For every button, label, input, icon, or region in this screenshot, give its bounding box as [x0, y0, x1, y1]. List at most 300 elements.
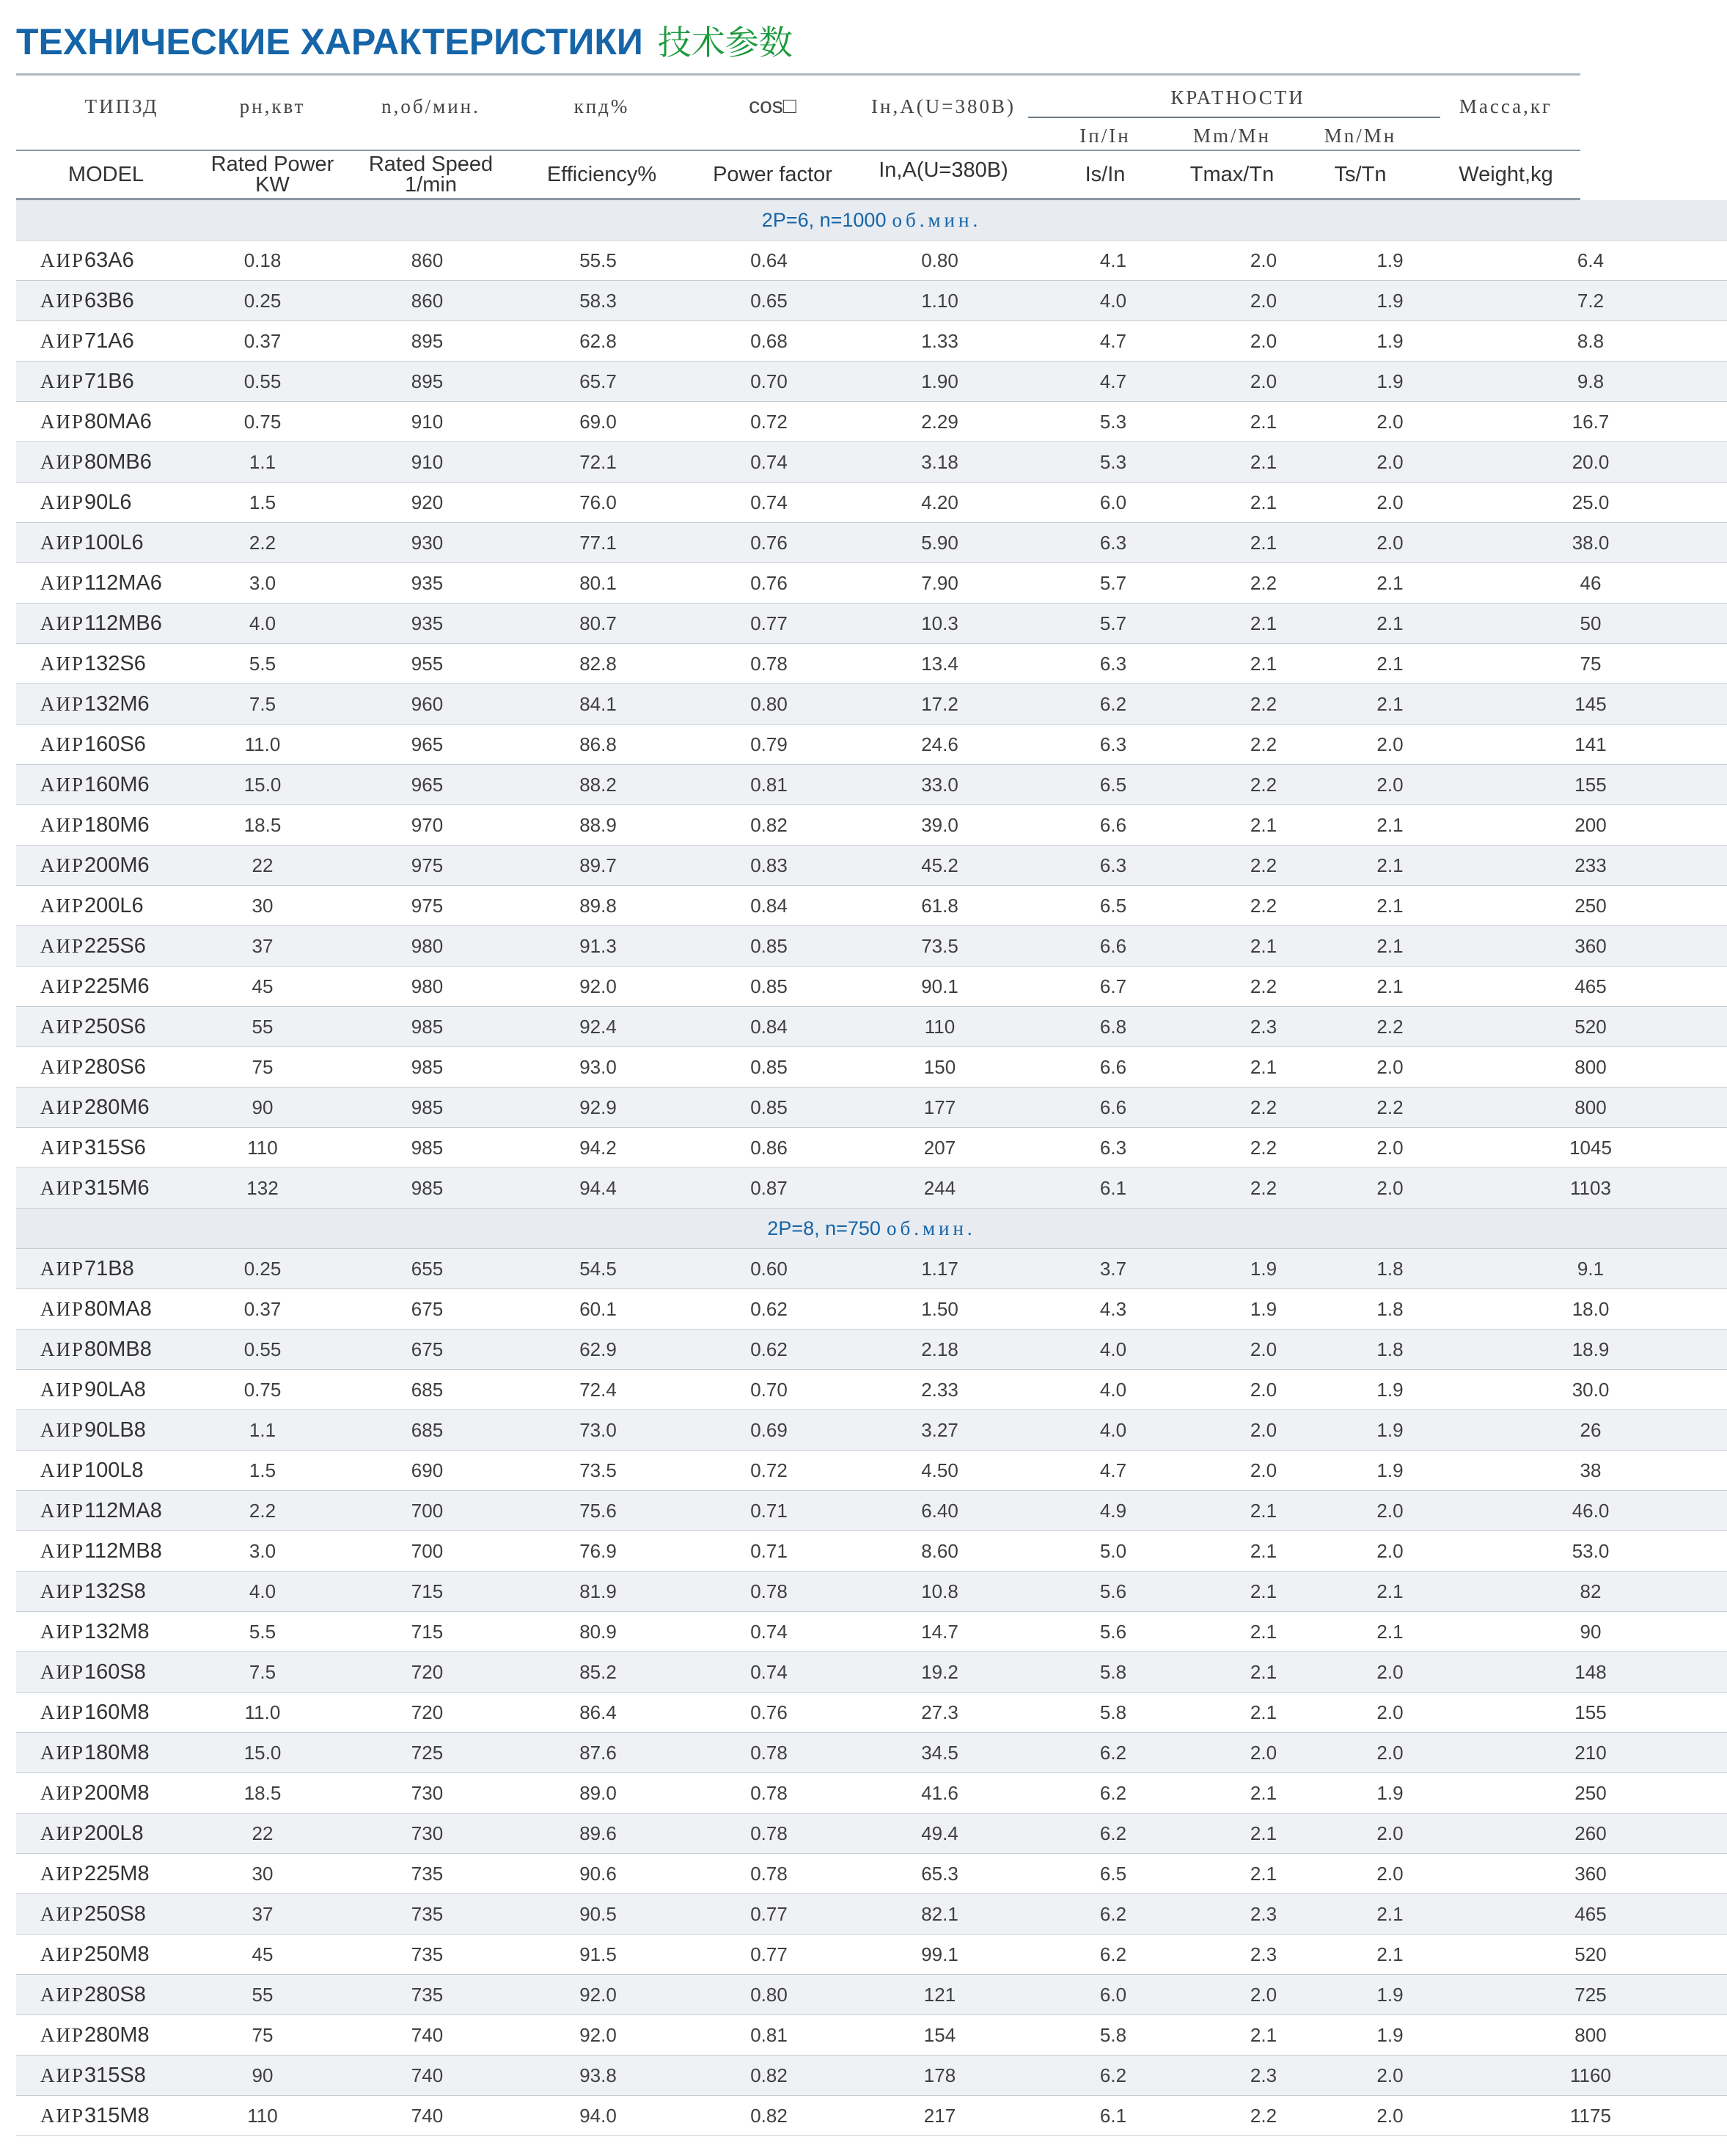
table-row [16, 1491, 1727, 1531]
model-prefix: АИР [40, 692, 85, 715]
cell-model [16, 1330, 183, 1370]
cell-efficiency: 76.9 [513, 1531, 683, 1572]
cell-is-in: 6.7 [1025, 967, 1201, 1007]
cell-model [16, 281, 183, 321]
model-code: 160M8 [84, 1700, 150, 1724]
header-en-current: In,A(U=380B) [879, 158, 1008, 182]
cell-model [16, 523, 183, 563]
cell-is-in: 4.3 [1025, 1289, 1201, 1330]
table-row [16, 1693, 1727, 1733]
table-row [16, 321, 1727, 362]
cell-speed: 740 [342, 2056, 513, 2096]
table-row [16, 2056, 1727, 2096]
cell-speed: 935 [342, 563, 513, 604]
cell-ts-tn: 2.0 [1326, 1128, 1454, 1168]
cell-power: 2.2 [183, 523, 342, 563]
model-prefix: АИР [40, 1983, 85, 2006]
cell-is-in: 4.7 [1025, 321, 1201, 362]
header-ru-pf: cos□ [749, 94, 796, 118]
cell-power: 55 [183, 1007, 342, 1047]
cell-power: 18.5 [183, 1773, 342, 1814]
cell-power-factor: 0.80 [683, 684, 854, 725]
cell-speed: 980 [342, 926, 513, 967]
model-prefix: АИР [40, 329, 85, 352]
cell-power-factor: 0.78 [683, 1814, 854, 1854]
cell-current: 2.18 [854, 1330, 1025, 1370]
cell-model [16, 1652, 183, 1693]
cell-weight: 30.0 [1454, 1370, 1727, 1410]
cell-current: 2.33 [854, 1370, 1025, 1410]
cell-ts-tn: 1.8 [1326, 1330, 1454, 1370]
model-code: 112MA6 [84, 571, 162, 595]
model-prefix: АИР [40, 1862, 85, 1885]
cell-power: 11.0 [183, 1693, 342, 1733]
cell-is-in: 4.0 [1025, 1370, 1201, 1410]
model-prefix: АИР [40, 773, 85, 796]
cell-ts-tn: 2.0 [1326, 1814, 1454, 1854]
table-row [16, 604, 1727, 644]
model-code: 132M8 [84, 1619, 150, 1643]
cell-speed: 985 [342, 1168, 513, 1209]
cell-tmax-tn: 2.0 [1201, 1451, 1326, 1491]
cell-model [16, 1773, 183, 1814]
model-code: 280M6 [84, 1095, 150, 1119]
cell-speed: 730 [342, 1814, 513, 1854]
cell-current: 178 [854, 2056, 1025, 2096]
cell-power-factor: 0.78 [683, 1854, 854, 1894]
cell-current: 45.2 [854, 846, 1025, 886]
cell-speed: 955 [342, 644, 513, 684]
cell-tmax-tn: 2.1 [1201, 1531, 1326, 1572]
cell-weight: 50 [1454, 604, 1727, 644]
cell-model [16, 1088, 183, 1128]
cell-power: 55 [183, 1975, 342, 2015]
cell-power-factor: 0.77 [683, 1894, 854, 1935]
cell-weight: 1103 [1454, 1168, 1727, 1209]
cell-current: 4.50 [854, 1451, 1025, 1491]
model-code: 160S8 [84, 1660, 146, 1684]
cell-current: 19.2 [854, 1652, 1025, 1693]
cell-power: 0.55 [183, 362, 342, 402]
cell-power: 1.5 [183, 1451, 342, 1491]
cell-model [16, 1410, 183, 1451]
cell-ts-tn: 2.1 [1326, 846, 1454, 886]
model-prefix: АИР [40, 1096, 85, 1118]
cell-is-in: 4.1 [1025, 241, 1201, 281]
cell-power: 0.37 [183, 1289, 342, 1330]
cell-ts-tn: 1.8 [1326, 1249, 1454, 1289]
cell-tmax-tn: 2.0 [1201, 1410, 1326, 1451]
header-en-pf: Power factor [713, 162, 832, 186]
cell-current: 1.50 [854, 1289, 1025, 1330]
cell-power: 1.5 [183, 483, 342, 523]
cell-power-factor: 0.84 [683, 886, 854, 926]
cell-is-in: 6.2 [1025, 1773, 1201, 1814]
model-code: 112MB8 [84, 1539, 162, 1563]
model-code: 112MB6 [84, 611, 162, 635]
cell-current: 3.18 [854, 442, 1025, 483]
cell-tmax-tn: 2.0 [1201, 1975, 1326, 2015]
header-en-model: MODEL [67, 162, 144, 186]
cell-power: 0.55 [183, 1330, 342, 1370]
cell-efficiency: 85.2 [513, 1652, 683, 1693]
table-row [16, 1975, 1727, 2015]
cell-ts-tn: 2.1 [1326, 684, 1454, 725]
cell-power-factor: 0.72 [683, 402, 854, 442]
cell-tmax-tn: 2.0 [1201, 1370, 1326, 1410]
cell-power: 30 [183, 1854, 342, 1894]
cell-tmax-tn: 2.3 [1201, 2056, 1326, 2096]
cell-speed: 675 [342, 1289, 513, 1330]
cell-tmax-tn: 2.1 [1201, 483, 1326, 523]
model-code: 90L6 [84, 490, 132, 514]
cell-is-in: 6.8 [1025, 1007, 1201, 1047]
cell-ts-tn: 2.0 [1326, 1531, 1454, 1572]
cell-power: 1.1 [183, 1410, 342, 1451]
cell-tmax-tn: 2.2 [1201, 846, 1326, 886]
cell-current: 99.1 [854, 1935, 1025, 1975]
header-en-speed-line1: Rated Speed [368, 152, 494, 176]
cell-weight: 53.0 [1454, 1531, 1727, 1572]
cell-tmax-tn: 2.1 [1201, 1693, 1326, 1733]
model-prefix: АИР [40, 1620, 85, 1643]
cell-tmax-tn: 2.1 [1201, 402, 1326, 442]
cell-speed: 985 [342, 1047, 513, 1088]
header-ru-speed: n,об/мин. [381, 95, 480, 117]
cell-speed: 920 [342, 483, 513, 523]
cell-power-factor: 0.78 [683, 644, 854, 684]
cell-model [16, 2015, 183, 2056]
cell-model [16, 1491, 183, 1531]
cell-ts-tn: 2.0 [1326, 1491, 1454, 1531]
table-row [16, 1128, 1727, 1168]
cell-tmax-tn: 2.0 [1201, 241, 1326, 281]
cell-power-factor: 0.81 [683, 2015, 854, 2056]
cell-power-factor: 0.70 [683, 1370, 854, 1410]
section-header [16, 200, 1727, 241]
cell-tmax-tn: 2.2 [1201, 967, 1326, 1007]
cell-weight: 16.7 [1454, 402, 1727, 442]
cell-speed: 685 [342, 1410, 513, 1451]
cell-power: 7.5 [183, 1652, 342, 1693]
cell-power-factor: 0.74 [683, 1612, 854, 1652]
cell-power-factor: 0.82 [683, 805, 854, 846]
cell-power: 90 [183, 2056, 342, 2096]
cell-is-in: 6.3 [1025, 725, 1201, 765]
cell-current: 154 [854, 2015, 1025, 2056]
cell-ts-tn: 2.1 [1326, 644, 1454, 684]
model-code: 160S6 [84, 732, 146, 756]
cell-is-in: 5.8 [1025, 1652, 1201, 1693]
cell-current: 73.5 [854, 926, 1025, 967]
header-ru-model: ТИПЗД [84, 95, 159, 117]
table-row [16, 281, 1727, 321]
model-code: 71B8 [84, 1256, 134, 1280]
cell-tmax-tn: 2.1 [1201, 1773, 1326, 1814]
cell-power-factor: 0.74 [683, 483, 854, 523]
cell-current: 8.60 [854, 1531, 1025, 1572]
model-prefix: АИР [40, 1943, 85, 1965]
cell-speed: 725 [342, 1733, 513, 1773]
table-row [16, 1773, 1727, 1814]
table-row [16, 241, 1727, 281]
cell-speed: 720 [342, 1652, 513, 1693]
cell-power: 2.2 [183, 1491, 342, 1531]
cell-efficiency: 91.5 [513, 1935, 683, 1975]
cell-ts-tn: 2.0 [1326, 442, 1454, 483]
cell-efficiency: 73.5 [513, 1451, 683, 1491]
model-prefix: АИР [40, 1459, 85, 1481]
cell-is-in: 6.2 [1025, 1894, 1201, 1935]
header-ru-is-in: Iп/Iн [1079, 125, 1131, 147]
cell-is-in: 6.5 [1025, 765, 1201, 805]
cell-speed: 935 [342, 604, 513, 644]
cell-model [16, 1168, 183, 1209]
table-row [16, 1289, 1727, 1330]
model-prefix: АИР [40, 571, 85, 594]
cell-is-in: 6.2 [1025, 2056, 1201, 2096]
cell-speed: 675 [342, 1330, 513, 1370]
model-code: 200M6 [84, 853, 150, 877]
cell-tmax-tn: 2.2 [1201, 765, 1326, 805]
cell-weight: 520 [1454, 1007, 1727, 1047]
cell-power: 30 [183, 886, 342, 926]
cell-power: 45 [183, 1935, 342, 1975]
header-en-tmax: Tmax/Tn [1189, 162, 1275, 186]
cell-model [16, 1531, 183, 1572]
cell-tmax-tn: 2.1 [1201, 1612, 1326, 1652]
model-code: 71B6 [84, 369, 134, 393]
cell-tmax-tn: 2.1 [1201, 644, 1326, 684]
cell-ts-tn: 1.9 [1326, 1370, 1454, 1410]
cell-efficiency: 90.5 [513, 1894, 683, 1935]
cell-efficiency: 92.0 [513, 967, 683, 1007]
cell-efficiency: 93.0 [513, 1047, 683, 1088]
cell-power-factor: 0.76 [683, 563, 854, 604]
cell-is-in: 6.0 [1025, 483, 1201, 523]
cell-current: 110 [854, 1007, 1025, 1047]
cell-tmax-tn: 2.2 [1201, 1128, 1326, 1168]
cell-power: 0.75 [183, 1370, 342, 1410]
cell-weight: 18.0 [1454, 1289, 1727, 1330]
cell-tmax-tn: 2.1 [1201, 1854, 1326, 1894]
cell-current: 244 [854, 1168, 1025, 1209]
cell-power-factor: 0.65 [683, 281, 854, 321]
cell-tmax-tn: 2.2 [1201, 725, 1326, 765]
model-prefix: АИР [40, 249, 85, 271]
cell-is-in: 5.0 [1025, 1531, 1201, 1572]
title-cn: 技术参数 [657, 23, 793, 62]
cell-power-factor: 0.80 [683, 1975, 854, 2015]
cell-power-factor: 0.74 [683, 442, 854, 483]
cell-current: 14.7 [854, 1612, 1025, 1652]
cell-tmax-tn: 2.0 [1201, 1330, 1326, 1370]
cell-model [16, 1007, 183, 1047]
cell-tmax-tn: 2.2 [1201, 1168, 1326, 1209]
cell-ts-tn: 2.2 [1326, 1088, 1454, 1128]
cell-tmax-tn: 2.0 [1201, 1733, 1326, 1773]
table-row [16, 846, 1727, 886]
cell-power-factor: 0.74 [683, 1652, 854, 1693]
table-row [16, 805, 1727, 846]
cell-speed: 735 [342, 1894, 513, 1935]
header-ru-power: рн,квт [239, 95, 306, 117]
cell-power-factor: 0.64 [683, 241, 854, 281]
cell-power: 0.25 [183, 1249, 342, 1289]
cell-tmax-tn: 2.2 [1201, 684, 1326, 725]
cell-current: 0.80 [854, 241, 1025, 281]
cell-is-in: 4.7 [1025, 362, 1201, 402]
cell-speed: 690 [342, 1451, 513, 1491]
cell-efficiency: 73.0 [513, 1410, 683, 1451]
cell-is-in: 6.6 [1025, 1088, 1201, 1128]
cell-ts-tn: 2.0 [1326, 2056, 1454, 2096]
model-code: 250S6 [84, 1014, 146, 1038]
cell-tmax-tn: 2.1 [1201, 1652, 1326, 1693]
cell-efficiency: 62.8 [513, 321, 683, 362]
header-en-speed [342, 150, 520, 198]
model-prefix: АИР [40, 1055, 85, 1078]
cell-efficiency: 92.0 [513, 2015, 683, 2056]
section-label: 2P=6, n=1000 [761, 208, 887, 231]
cell-model [16, 241, 183, 281]
cell-tmax-tn: 2.2 [1201, 1088, 1326, 1128]
table-row [16, 1370, 1727, 1410]
cell-efficiency: 94.2 [513, 1128, 683, 1168]
table-row [16, 1894, 1727, 1935]
cell-power-factor: 0.81 [683, 765, 854, 805]
cell-weight: 233 [1454, 846, 1727, 886]
cell-weight: 7.2 [1454, 281, 1727, 321]
model-prefix: АИР [40, 289, 85, 312]
model-code: 315S6 [84, 1135, 146, 1159]
section-header [16, 1209, 1727, 1249]
cell-ts-tn: 2.1 [1326, 604, 1454, 644]
cell-tmax-tn: 2.1 [1201, 523, 1326, 563]
cell-model [16, 1693, 183, 1733]
cell-current: 49.4 [854, 1814, 1025, 1854]
cell-efficiency: 93.8 [513, 2056, 683, 2096]
cell-speed: 700 [342, 1531, 513, 1572]
table-row [16, 1652, 1727, 1693]
cell-efficiency: 92.4 [513, 1007, 683, 1047]
cell-power: 45 [183, 967, 342, 1007]
cell-ts-tn: 2.0 [1326, 1693, 1454, 1733]
cell-efficiency: 77.1 [513, 523, 683, 563]
cell-model [16, 442, 183, 483]
model-code: 160M6 [84, 772, 150, 796]
header-ru-tmax: Mm/Mн [1193, 125, 1271, 147]
cell-model [16, 483, 183, 523]
table-row [16, 1854, 1727, 1894]
cell-efficiency: 80.9 [513, 1612, 683, 1652]
cell-ts-tn: 1.9 [1326, 1451, 1454, 1491]
cell-power-factor: 0.78 [683, 1733, 854, 1773]
model-code: 180M8 [84, 1740, 150, 1764]
cell-is-in: 5.8 [1025, 2015, 1201, 2056]
cell-weight: 210 [1454, 1733, 1727, 1773]
cell-is-in: 6.3 [1025, 1128, 1201, 1168]
cell-power: 3.0 [183, 1531, 342, 1572]
cell-ts-tn: 2.1 [1326, 886, 1454, 926]
model-code: 132M6 [84, 692, 150, 716]
cell-model [16, 1128, 183, 1168]
cell-current: 177 [854, 1088, 1025, 1128]
model-prefix: АИР [40, 531, 85, 554]
cell-current: 5.90 [854, 523, 1025, 563]
cell-power-factor: 0.62 [683, 1330, 854, 1370]
cell-ts-tn: 2.1 [1326, 1612, 1454, 1652]
cell-ts-tn: 1.9 [1326, 362, 1454, 402]
cell-power: 90 [183, 1088, 342, 1128]
cell-ts-tn: 2.0 [1326, 1733, 1454, 1773]
cell-current: 207 [854, 1128, 1025, 1168]
cell-current: 150 [854, 1047, 1025, 1088]
cell-current: 6.40 [854, 1491, 1025, 1531]
cell-ts-tn: 2.0 [1326, 725, 1454, 765]
table-row [16, 2096, 1727, 2136]
cell-model [16, 1612, 183, 1652]
cell-weight: 9.8 [1454, 362, 1727, 402]
cell-ts-tn: 1.9 [1326, 1773, 1454, 1814]
cell-tmax-tn: 2.1 [1201, 1572, 1326, 1612]
cell-is-in: 5.7 [1025, 563, 1201, 604]
cell-ts-tn: 2.1 [1326, 967, 1454, 1007]
table-row [16, 1531, 1727, 1572]
cell-model [16, 604, 183, 644]
cell-current: 82.1 [854, 1894, 1025, 1935]
model-code: 250M8 [84, 1942, 150, 1966]
cell-power-factor: 0.79 [683, 725, 854, 765]
cell-current: 1.10 [854, 281, 1025, 321]
cell-weight: 725 [1454, 1975, 1727, 2015]
cell-current: 1.33 [854, 321, 1025, 362]
cell-ts-tn: 2.0 [1326, 402, 1454, 442]
cell-tmax-tn: 1.9 [1201, 1289, 1326, 1330]
model-code: 132S6 [84, 651, 146, 675]
model-code: 225M8 [84, 1861, 150, 1885]
cell-efficiency: 55.5 [513, 241, 683, 281]
page-title [16, 16, 793, 67]
header-ru-ratios: КРАТНОСТИ [1170, 87, 1305, 109]
cell-tmax-tn: 2.0 [1201, 362, 1326, 402]
cell-is-in: 6.2 [1025, 1935, 1201, 1975]
cell-speed: 985 [342, 1128, 513, 1168]
cell-power: 75 [183, 2015, 342, 2056]
cell-weight: 141 [1454, 725, 1727, 765]
cell-speed: 735 [342, 1854, 513, 1894]
cell-power: 5.5 [183, 1612, 342, 1652]
cell-efficiency: 58.3 [513, 281, 683, 321]
cell-power: 0.25 [183, 281, 342, 321]
table-row [16, 725, 1727, 765]
cell-model [16, 1733, 183, 1773]
cell-power-factor: 0.60 [683, 1249, 854, 1289]
cell-speed: 960 [342, 684, 513, 725]
cell-power-factor: 0.62 [683, 1289, 854, 1330]
cell-speed: 970 [342, 805, 513, 846]
cell-efficiency: 54.5 [513, 1249, 683, 1289]
cell-current: 10.3 [854, 604, 1025, 644]
cell-ts-tn: 1.9 [1326, 1975, 1454, 2015]
cell-power-factor: 0.78 [683, 1773, 854, 1814]
cell-tmax-tn: 2.1 [1201, 805, 1326, 846]
cell-efficiency: 69.0 [513, 402, 683, 442]
table-row [16, 765, 1727, 805]
cell-efficiency: 89.7 [513, 846, 683, 886]
cell-ts-tn: 2.0 [1326, 1047, 1454, 1088]
table-header [16, 76, 1580, 198]
